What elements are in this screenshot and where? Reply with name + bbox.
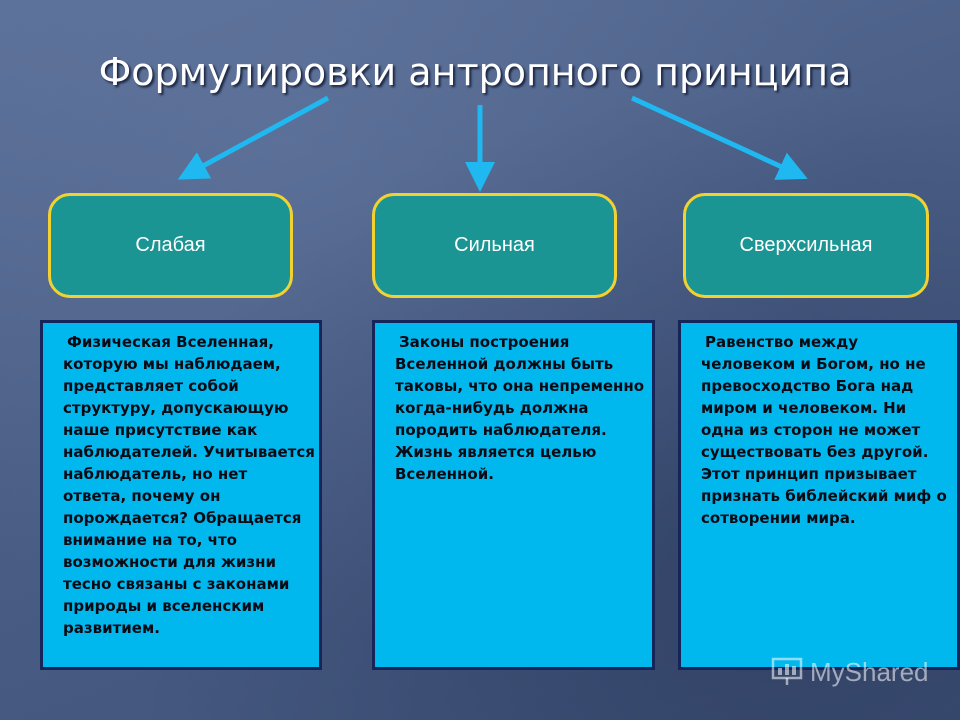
desc-superstrong: [678, 320, 960, 670]
watermark-text: MyShared: [810, 656, 929, 687]
watermark: [770, 655, 929, 689]
arrow-right: [632, 98, 795, 173]
node-weak-label: Слабая: [135, 234, 206, 256]
desc-superstrong-text: Равенство между человеком и Богом, но не превосходство Бога над миром и человеком. Ни одна из сторон не может существовать без другой. Этот принцип призывает признать библейский миф о сотворении мира.: [701, 333, 947, 527]
node-strong-label: Сильная: [454, 234, 535, 256]
desc-weak: [40, 320, 322, 670]
desc-weak-text: Физическая Вселенная, которую мы наблюдаем, представляет собой структуру, допускающую наше присутствие как наблюдателей. Учитывается наблюдатель, но нет ответа, почему он порождается? Обращается внимание на то, что возможности для жизни тесно связаны с законами природы и вселенским развитием.: [63, 333, 315, 637]
desc-strong-text: Законы построения Вселенной должны быть таковы, что она непременно когда-нибудь должна породить наблюдателя. Жизнь является целью Вселенной.: [395, 333, 645, 483]
presentation-icon: [770, 655, 804, 689]
diagram-title: Формулировки антропного принципа: [98, 50, 852, 94]
node-strong: [372, 193, 617, 298]
node-superstrong-label: Сверхсильная: [739, 234, 873, 256]
node-superstrong: [683, 193, 929, 298]
desc-strong: [372, 320, 655, 670]
node-weak: [48, 193, 293, 298]
arrow-left: [190, 98, 328, 173]
